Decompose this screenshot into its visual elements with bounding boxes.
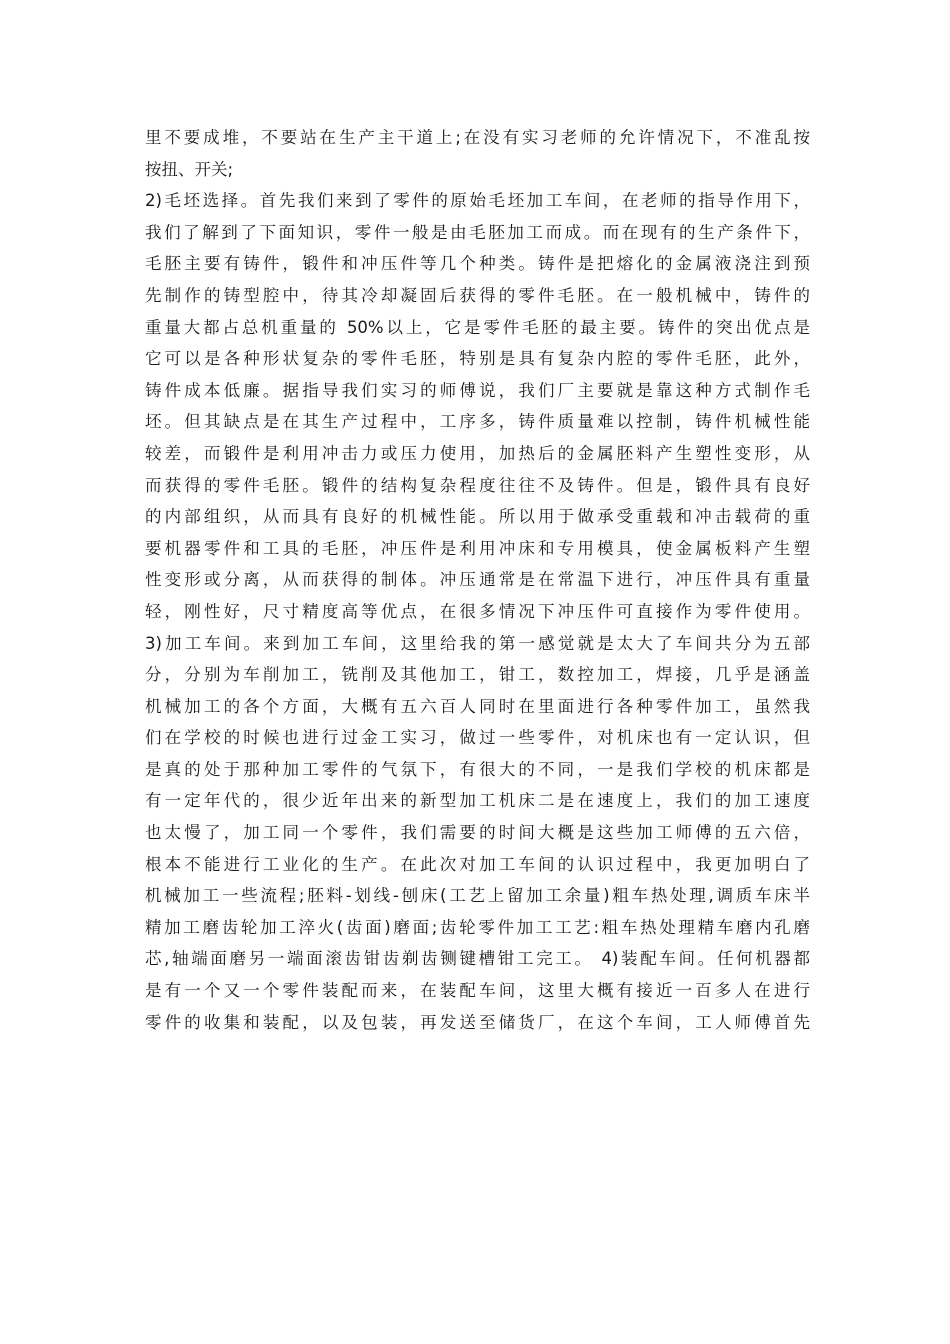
text-line: 机械加工一些流程;胚料-划线-刨床(工艺上留加工余量)粗车热处理,调质车床半: [145, 886, 810, 906]
text-line: 零件的收集和装配，以及包装，再发送至储货厂，在这个车间，工人师傅首先: [145, 1012, 810, 1032]
text-line: 里不要成堆，不要站在生产主干道上;在没有实习老师的允许情况下，不准乱按: [145, 128, 810, 147]
text-line: 是有一个又一个零件装配而来，在装配车间，这里大概有接近一百多人在进行: [145, 981, 810, 1001]
text-line: 按扭、开关;: [145, 159, 234, 179]
text-line: 根本不能进行工业化的生产。在此次对加工车间的认识过程中，我更加明白了: [145, 854, 810, 874]
text-line: 分，分别为车削加工，铣削及其他加工，钳工，数控加工，焊接，几乎是涵盖: [145, 665, 810, 685]
text-line: 有一定年代的，很少近年出来的新型加工机床二是在速度上，我们的加工速度: [145, 791, 810, 811]
text-line: 们在学校的时候也进行过金工实习，做过一些零件，对机床也有一定认识，但: [145, 728, 810, 748]
text-line: 精加工磨齿轮加工淬火(齿面)磨面;齿轮零件加工工艺:粗车热处理精车磨内孔磨: [145, 917, 810, 937]
text-line: 我们了解到了下面知识，零件一般是由毛胚加工而成。而在现有的生产条件下，: [145, 222, 810, 242]
text-line: 而获得的零件毛胚。锻件的结构复杂程度往往不及铸件。但是，锻件具有良好: [145, 475, 810, 495]
text-line: 也太慢了，加工同一个零件，我们需要的时间大概是这些加工师傅的五六倍，: [145, 823, 810, 843]
text-line: 坯。但其缺点是在其生产过程中，工序多，铸件质量难以控制，铸件机械性能: [145, 412, 810, 432]
text-line: 芯,轴端面磨另一端面滚齿钳齿剃齿铡键槽钳工完工。 4)装配车间。任何机器都: [145, 949, 810, 969]
text-line: 轻，刚性好，尺寸精度高等优点，在很多情况下冲压件可直接作为零件使用。: [145, 601, 810, 621]
text-line: 的内部组织，从而具有良好的机械性能。所以用于做承受重载和冲击载荷的重: [145, 507, 810, 527]
text-line: 铸件成本低廉。据指导我们实习的师傅说，我们厂主要就是靠这种方式制作毛: [145, 380, 810, 400]
body-text: [145, 122, 810, 1038]
text-line: 是真的处于那种加工零件的气氛下，有很大的不同，一是我们学校的机床都是: [145, 759, 810, 779]
text-line: 性变形或分离，从而获得的制体。冲压通常是在常温下进行，冲压件具有重量: [145, 570, 810, 590]
text-line: 要机器零件和工具的毛胚，冲压件是利用冲床和专用模具，使金属板料产生塑: [145, 538, 810, 558]
text-line: 3)加工车间。来到加工车间，这里给我的第一感觉就是太大了车间共分为五部: [145, 633, 810, 653]
text-line: 先制作的铸型腔中，待其冷却凝固后获得的零件毛胚。在一般机械中，铸件的: [145, 285, 810, 305]
text-line: 重量大都占总机重量的 50%以上，它是零件毛胚的最主要。铸件的突出优点是: [145, 317, 810, 337]
text-line: 较差，而锻件是利用冲击力或压力使用，加热后的金属胚料产生塑性变形，从: [145, 443, 810, 463]
text-line: 机械加工的各个方面，大概有五六百人同时在里面进行各种零件加工，虽然我: [145, 696, 810, 716]
text-line: 2)毛坯选择。首先我们来到了零件的原始毛坯加工车间，在老师的指导作用下，: [145, 191, 810, 211]
text-line: 毛胚主要有铸件，锻件和冲压件等几个种类。铸件是把熔化的金属液浇注到预: [145, 254, 810, 274]
text-line: 它可以是各种形状复杂的零件毛胚，特别是具有复杂内腔的零件毛胚，此外，: [145, 349, 810, 369]
